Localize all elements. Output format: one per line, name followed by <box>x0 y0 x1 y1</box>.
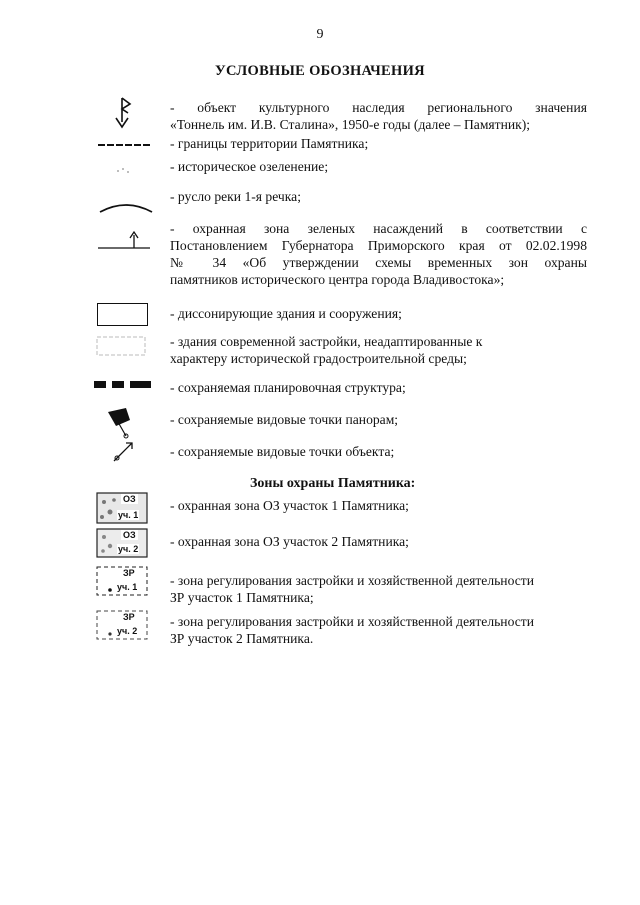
monument-symbol-icon <box>104 96 140 134</box>
legend-item-green-zone <box>170 220 587 288</box>
oz-zone-2-icon <box>96 528 148 558</box>
zone-item-zr-1 <box>170 572 587 606</box>
legend-text-line: - охранная зона ОЗ участок 1 Памятника; <box>170 498 409 513</box>
legend-text-line: - объект культурного наследия регионального значения <box>170 100 587 115</box>
dissonant-building-icon <box>97 303 148 326</box>
green-protection-zone-icon <box>96 230 152 252</box>
legend-item-monument <box>170 99 587 133</box>
modern-building-icon <box>95 334 149 358</box>
zone-badge-bottom: уч. 2 <box>117 626 138 636</box>
zr-zone-1-icon <box>96 566 148 596</box>
legend-text-line: «Тоннель им. И.В. Сталина», 1950-е годы (далее – Памятник); <box>170 117 531 132</box>
legend-text-line: - границы территории Памятника; <box>170 136 369 151</box>
legend-text-line: - сохраняемые видовые точки панорам; <box>170 412 399 427</box>
legend-text-line: ЗР участок 1 Памятника; <box>170 590 314 605</box>
zone-badge-top: ОЗ <box>123 530 136 540</box>
zone-badge-top: ЗР <box>123 568 135 578</box>
legend-text-line: - историческое озеленение; <box>170 159 329 174</box>
zr-zone-2-icon <box>96 610 148 640</box>
legend-text-line: - зона регулирования застройки и хозяйственной деятельности <box>170 614 534 629</box>
legend-item-greenery <box>170 158 587 175</box>
zone-badge-bottom: уч. 2 <box>118 544 139 554</box>
zone-item-zr-2 <box>170 613 587 647</box>
zone-badge-bottom: уч. 1 <box>117 582 138 592</box>
legend-text-line: - зона регулирования застройки и хозяйственной деятельности <box>170 573 534 588</box>
page-number: 9 <box>316 27 324 42</box>
zone-badge-top: ОЗ <box>123 494 136 504</box>
planning-structure-icon <box>94 380 152 390</box>
object-viewpoint-icon <box>108 437 138 465</box>
territory-boundary-line-icon <box>96 140 152 150</box>
legend-item-object-view <box>170 443 587 460</box>
historic-greenery-icon <box>108 163 138 179</box>
legend-item-panorama <box>170 411 587 428</box>
legend-item-boundary <box>170 135 587 152</box>
zone-item-oz-2 <box>170 533 587 550</box>
legend-text-line: - русло реки 1-я речка; <box>170 189 301 204</box>
zones-title: Зоны охраны Памятника: <box>250 476 416 491</box>
legend-text-line: - диссонирующие здания и сооружения; <box>170 306 402 321</box>
panorama-viewpoint-icon <box>106 406 136 440</box>
page-title: УСЛОВНЫЕ ОБОЗНАЧЕНИЯ <box>215 63 425 79</box>
legend-text-line: - сохраняемая планировочная структура; <box>170 380 406 395</box>
legend-text-line: - охранная зона зеленых насаждений в соответствии с <box>170 221 587 236</box>
zone-badge-top: ЗР <box>123 612 135 622</box>
legend-text-line: - здания современной застройки, неадаптированные к <box>170 334 483 349</box>
river-bed-icon <box>98 196 154 216</box>
zone-item-oz-1 <box>170 497 587 514</box>
legend-text-line: - сохраняемые видовые точки объекта; <box>170 444 395 459</box>
legend-text-line: - охранная зона ОЗ участок 2 Памятника; <box>170 534 409 549</box>
legend-item-dissonant <box>170 305 587 322</box>
legend-item-planning <box>170 379 587 396</box>
legend-text-line: № 34 «Об утверждении схемы временных зон охраны <box>170 255 587 270</box>
legend-item-river <box>170 188 587 205</box>
legend-text-line: характеру исторической градостроительной среды; <box>170 351 467 366</box>
oz-zone-1-icon <box>96 492 148 524</box>
legend-item-modern <box>170 333 587 367</box>
legend-text-line: памятников исторического центра города Владивостока»; <box>170 272 505 287</box>
legend-text-line: Постановлением Губернатора Приморского края от 02.02.1998 <box>170 238 587 253</box>
zone-badge-bottom: уч. 1 <box>118 510 139 520</box>
legend-text-line: ЗР участок 2 Памятника. <box>170 631 314 646</box>
